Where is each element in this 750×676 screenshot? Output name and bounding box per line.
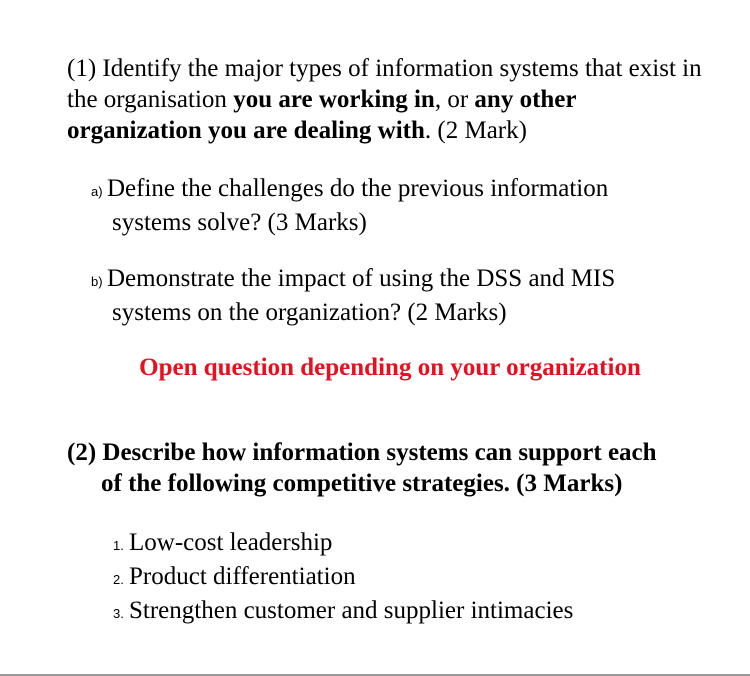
question-1-marks: . (2 Mark) xyxy=(424,117,527,144)
question-2-line2: of the following competitive strategies. (3 Marks) xyxy=(101,470,623,497)
list-item-number: 3. xyxy=(113,606,124,621)
question-1-bold-other: any other organization you are dealing with xyxy=(67,86,577,144)
list-item xyxy=(113,595,713,629)
question-2 xyxy=(67,437,717,499)
strategies-list xyxy=(113,527,713,629)
subquestion-a-line1: Define the challenges do the previous information xyxy=(107,175,609,202)
question-1-bold-working: you are working in xyxy=(233,86,435,113)
list-item xyxy=(113,561,713,595)
list-item-number: 2. xyxy=(113,572,124,587)
subquestion-a xyxy=(91,173,691,238)
list-item-text: Low-cost leadership xyxy=(129,529,333,556)
subquestion-a-line2: systems solve? (3 Marks) xyxy=(112,209,367,236)
subquestion-a-label: a) xyxy=(91,184,103,199)
list-item-text: Strengthen customer and supplier intimacies xyxy=(129,597,574,624)
subquestion-b xyxy=(91,263,691,328)
question-1-text: (1) Identify the major types of information systems that exist in the organisation xyxy=(67,55,702,113)
subquestion-b-line1: Demonstrate the impact of using the DSS and MIS xyxy=(107,265,616,292)
list-item-text: Product differentiation xyxy=(129,563,356,590)
open-question-note: Open question depending on your organization xyxy=(139,354,641,381)
list-item-number: 1. xyxy=(113,538,124,553)
question-1-text-or: , or xyxy=(434,86,475,113)
list-item xyxy=(113,527,713,561)
subquestion-b-line2: systems on the organization? (2 Marks) xyxy=(112,299,507,326)
question-1 xyxy=(67,53,707,146)
subquestion-b-label: b) xyxy=(91,274,103,289)
question-2-line1: (2) Describe how information systems can support each xyxy=(67,439,657,466)
